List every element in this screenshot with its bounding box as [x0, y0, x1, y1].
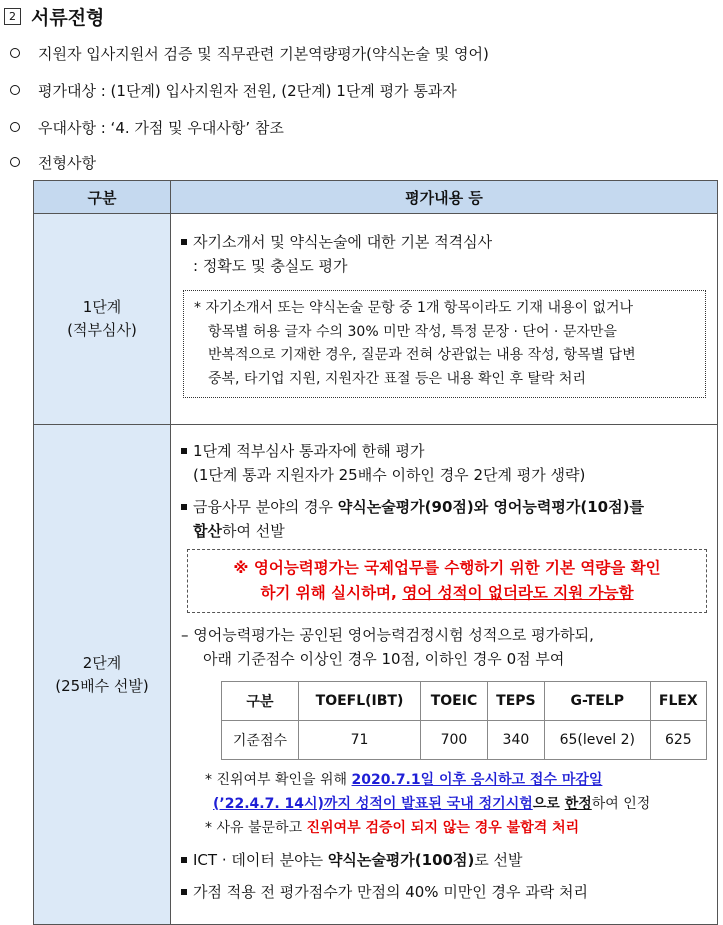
- screening-table: [33, 180, 718, 925]
- score-header: TEPS: [487, 682, 544, 721]
- notice-box: ※ 영어능력평가는 국제업무를 수행하기 위한 기본 역량을 확인 하기 위해 실시하며, 영어 성적이 없더라도 지원 가능함: [187, 549, 707, 613]
- section-header: [4, 2, 104, 30]
- stage1-label: 1단계 (적부심사): [34, 214, 171, 425]
- score-cell: 기준점수: [222, 721, 299, 760]
- square-bullet-icon: [181, 889, 187, 895]
- circle-bullet-icon: [10, 122, 20, 132]
- bullet-item: 전형사항: [6, 150, 96, 174]
- circle-bullet-icon: [10, 157, 20, 167]
- section-number: 2: [4, 8, 21, 25]
- circle-bullet-icon: [10, 48, 20, 58]
- score-header: FLEX: [650, 682, 706, 721]
- score-header: 구분: [222, 682, 299, 721]
- score-cell: 65(level 2): [545, 721, 651, 760]
- bullet-item: 우대사항 : ‘4. 가점 및 우대사항’ 참조: [6, 115, 284, 139]
- score-cell: 700: [421, 721, 488, 760]
- square-bullet-icon: [181, 857, 187, 863]
- square-bullet-icon: [181, 239, 187, 245]
- score-cell: 71: [298, 721, 420, 760]
- circle-bullet-icon: [10, 85, 20, 95]
- stage1-content: 자기소개서 및 약식논술에 대한 기본 적격심사 : 정확도 및 충실도 평가 * 자기소개서 또는 약식논술 문항 중 1개 항목이라도 기재 내용이 없거나 항목별 허용 글자 수의 30% 미만 작성, 특정 문장 · 단어 · 문자만을 반복적으로 기재한 경우, 질문과 전혀 상관없는 내용 작성, 항목별 답변 중복, 타기업 지원, 지원자간 표절 등은 내용 확인 후 탈락 처리: [171, 214, 718, 425]
- stage2-content: 1단계 적부심사 통과자에 한해 평가 (1단계 통과 지원자가 25배수 이하인 경우 2단계 평가 생략) 금융사무 분야의 경우 약식논술평가(90점)와 영어능력평가(10점)를 합산하여 선발 ※ 영어능력평가는 국제업무를 수행하기 위한 기본 역량을 확인 하기 위해 실시하며, 영어 성적이 없더라도 지원 가능함 – 영어능력평가는 공인된 영어능력검정시험 성적으로 평가하되, 아래 기준점수 이상인 경우 10점, 이하인 경우 0점 부여 구분 TOEFL(IBT) TOEIC TEPS G-TELP FLEX 기준점수 71 700 340 65(level 2) 625 * 진위여부 확인을 위해 2020.7.1일 이후 응시하고 접수 마감일 (’22.4.7. 14시)까지 성적이 발표된 국내 정기시험으로 한정하여 인정 * 사유 불문하고 진위여부 검증이 되지 않는 경우 불합격 처리 ICT · 데이터 분야는 약식논술평가(100점)로 선발 가점 적용 전 평가점수가 만점의 40% 미만인 경우 과락 처리: [171, 425, 718, 925]
- score-table: [221, 681, 707, 760]
- col-header-content: 평가내용 등: [171, 181, 718, 214]
- section-title: 서류전형: [31, 6, 105, 29]
- col-header-category: 구분: [34, 181, 171, 214]
- score-header: TOEFL(IBT): [298, 682, 420, 721]
- bullet-item: 지원자 입사지원서 검증 및 직무관련 기본역량평가(약식논술 및 영어): [6, 41, 489, 65]
- stage2-label: 2단계 (25배수 선발): [34, 425, 171, 925]
- square-bullet-icon: [181, 448, 187, 454]
- square-bullet-icon: [181, 504, 187, 510]
- bullet-item: 평가대상 : (1단계) 입사지원자 전원, (2단계) 1단계 평가 통과자: [6, 78, 457, 102]
- score-header: TOEIC: [421, 682, 488, 721]
- score-cell: 625: [650, 721, 706, 760]
- score-cell: 340: [487, 721, 544, 760]
- stage1-note-box: * 자기소개서 또는 약식논술 문항 중 1개 항목이라도 기재 내용이 없거나 항목별 허용 글자 수의 30% 미만 작성, 특정 문장 · 단어 · 문자만을 반복적으로 기재한 경우, 질문과 전혀 상관없는 내용 작성, 항목별 답변 중복, 타기업 지원, 지원자간 표절 등은 내용 확인 후 탈락 처리: [183, 290, 706, 398]
- score-header: G-TELP: [545, 682, 651, 721]
